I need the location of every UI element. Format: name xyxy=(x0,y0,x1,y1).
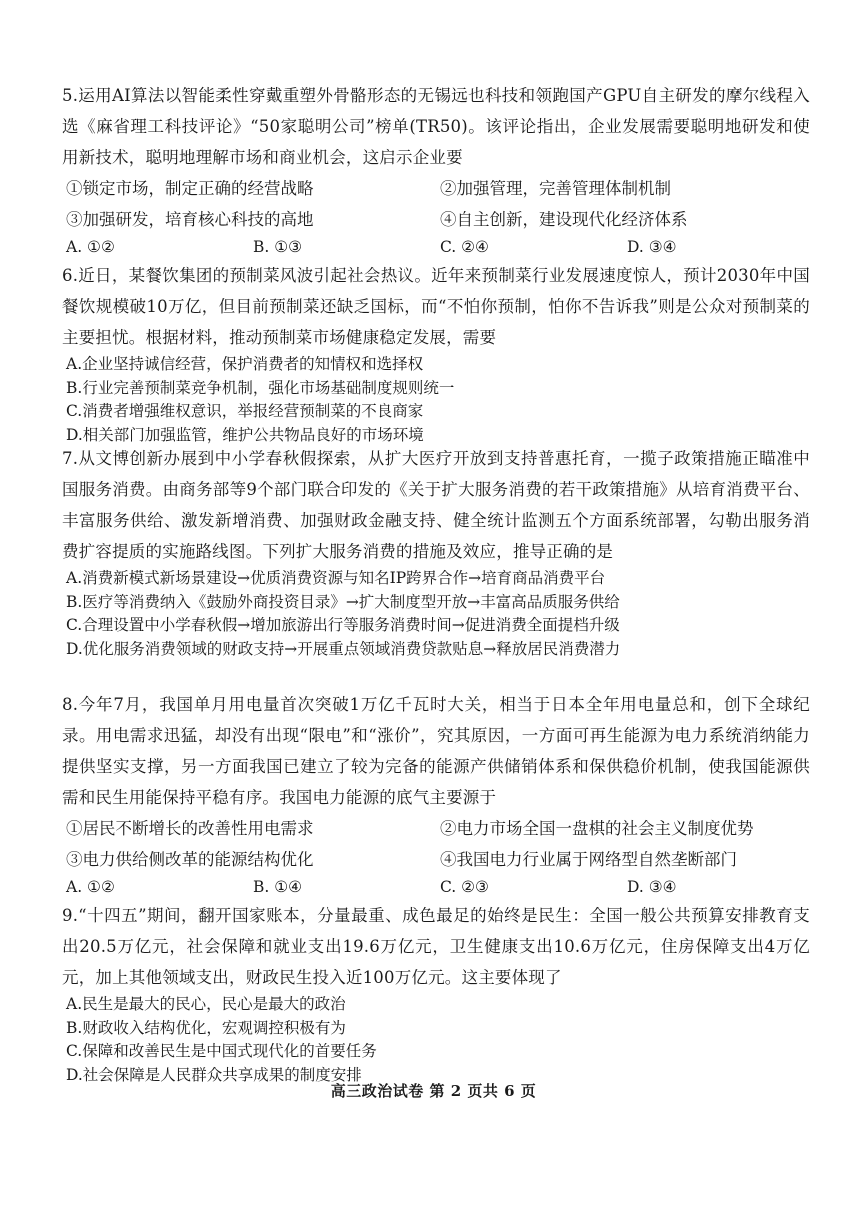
question-stem: 8.今年7月，我国单月用电量首次突破1万亿千瓦时大关，相当于日本全年用电量总和，创下全球纪录。用电需求迅猛，却没有出现“限电”和“涨价”，究其原因，一方面可再生能源为电力系统消纳能力提供坚实支撑，另一方面我国已建立了较为完备的能源产供储销体系和保供稳价机制，使我国能源供需和民生用能保持平稳有序。我国电力能源的底气主要源于 xyxy=(62,695,810,807)
statement-item: ③电力供给侧改革的能源结构优化 xyxy=(66,850,314,869)
statement-item: ①居民不断增长的改善性用电需求 xyxy=(66,819,314,838)
question-stem: 5.运用AI算法以智能柔性穿戴重塑外骨骼形态的无锡远也科技和领跑国产GPU自主研发的摩尔线程入选《麻省理工科技评论》“50家聪明公司”榜单(TR50)。该评论指出，企业发展需要聪明地研发和使用新技术，聪明地理解市场和商业机会，这启示企业要 xyxy=(62,86,810,167)
question-stem: 9.“十四五”期间，翻开国家账本，分量最重、成色最足的始终是民生：全国一般公共预算安排教育支出20.5万亿元，社会保障和就业支出19.6万亿元，卫生健康支出10.6万亿元，住房保障支出4万亿元，加上其他领域支出，财政民生投入近100万亿元。这主要体现了 xyxy=(62,906,810,987)
option-b: B.行业完善预制菜竞争机制，强化市场基础制度规则统一 xyxy=(66,378,455,397)
statement-item: ④自主创新，建设现代化经济体系 xyxy=(440,210,688,229)
statement-item: ②电力市场全国一盘棋的社会主义制度优势 xyxy=(440,819,754,838)
page-footer: 高三政治试卷 第 2 页共 6 页 xyxy=(330,1082,537,1100)
option-a: A.消费新模式新场景建设→优质消费资源与知名IP跨界合作→培育商品消费平台 xyxy=(66,569,606,587)
question-stem: 7.从文博创新办展到中小学春秋假探索，从扩大医疗开放到支持普惠托育，一揽子政策措施正瞄准中国服务消费。由商务部等9个部门联合印发的《关于扩大服务消费的若干政策措施》从培育消费平台、丰富服务供给、激发新增消费、加强财政金融支持、健全统计监测五个方面系统部署，勾勒出服务消费扩容提质的实施路线图。下列扩大服务消费的措施及效应，推导正确的是 xyxy=(62,449,810,561)
option-c: C.消费者增强维权意识，举报经营预制菜的不良商家 xyxy=(66,402,424,420)
option-b: B.财政收入结构优化，宏观调控积极有为 xyxy=(66,1018,346,1037)
question-9 xyxy=(62,900,810,1087)
statement-row xyxy=(62,813,810,844)
option-d: D.社会保障是人民群众共享成果的制度安排 xyxy=(66,1065,362,1084)
answer-options xyxy=(62,875,810,899)
option-d: D.相关部门加强监管，维护公共物品良好的市场环境 xyxy=(66,425,424,444)
statement-row xyxy=(62,204,810,235)
option-a: A.企业坚持诚信经营，保护消费者的知情权和选择权 xyxy=(66,355,424,373)
option-a: A.民生是最大的民心，民心是最大的政治 xyxy=(66,995,346,1013)
statement-item: ③加强研发，培育核心科技的高地 xyxy=(66,210,314,229)
statement-item: ①锁定市场，制定正确的经营战略 xyxy=(66,179,314,198)
question-stem: 6.近日，某餐饮集团的预制菜风波引起社会热议。近年来预制菜行业发展速度惊人，预计2030年中国餐饮规模破10万亿，但目前预制菜还缺乏国标，而“不怕你预制，怕你不告诉我”则是公众对预制菜的主要担忧。根据材料，推动预制菜市场健康稳定发展，需要 xyxy=(62,266,810,347)
statement-row xyxy=(62,173,810,204)
option-b: B. ①③ xyxy=(253,238,303,256)
option-a: A. ①② xyxy=(66,878,115,896)
statement-item: ②加强管理，完善管理体制机制 xyxy=(440,179,671,198)
option-c: C. ②③ xyxy=(440,878,489,896)
statement-item: ④我国电力行业属于网络型自然垄断部门 xyxy=(440,850,737,869)
answer-options xyxy=(62,235,810,259)
option-d: D. ③④ xyxy=(627,238,677,256)
option-b: B. ①④ xyxy=(253,878,303,896)
question-6 xyxy=(62,260,810,447)
question-5 xyxy=(62,80,810,259)
option-d: D. ③④ xyxy=(627,878,677,896)
option-b: B.医疗等消费纳入《鼓励外商投资目录》→扩大制度型开放→丰富高品质服务供给 xyxy=(66,592,620,611)
option-c: C. ②④ xyxy=(440,238,489,256)
question-8 xyxy=(62,689,810,899)
option-a: A. ①② xyxy=(66,238,115,256)
question-7 xyxy=(62,443,810,661)
option-d: D.优化服务消费领域的财政支持→开展重点领域消费贷款贴息→释放居民消费潜力 xyxy=(66,639,621,658)
option-c: C.保障和改善民生是中国式现代化的首要任务 xyxy=(66,1042,377,1060)
option-c: C.合理设置中小学春秋假→增加旅游出行等服务消费时间→促进消费全面提档升级 xyxy=(66,616,620,634)
statement-row xyxy=(62,844,810,875)
